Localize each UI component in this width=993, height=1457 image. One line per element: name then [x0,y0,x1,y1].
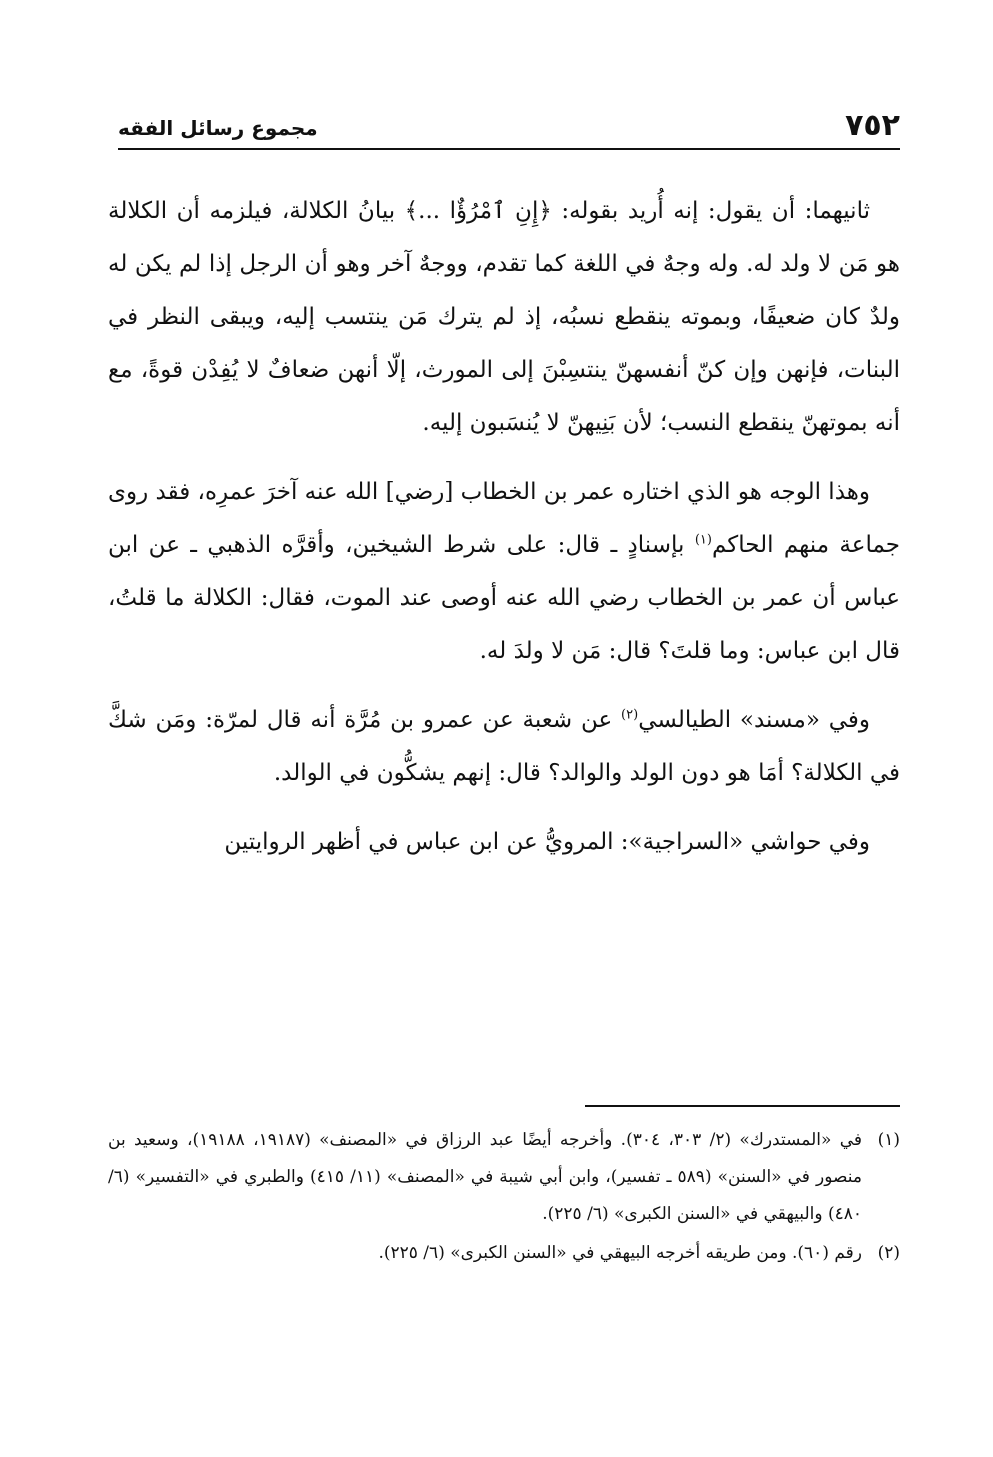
footnote-text: في «المستدرك» (٢/ ٣٠٣، ٣٠٤). وأخرجه أيضًا عبد الرزاق في «المصنف» (١٩١٨٧، ١٩١٨٨)، وسعيد بن منصور في «السنن» (٥٨٩ ـ تفسير)، وابن أبي شيبة في «المصنف» (١١/ ٤١٥) والطبري في «التفسير» (٦/ ٤٨٠) والبيهقي في «السنن الكبرى» (٦/ ٢٢٥). [108,1130,863,1224]
running-header [118,108,900,150]
paragraph-4 [108,816,900,869]
paragraph-text: وفي «مسند» الطيالسي [638,707,870,733]
paragraph-3 [108,694,900,800]
footnote-number: (٢) [877,1243,900,1263]
main-text [108,185,900,885]
paragraph-2 [108,466,900,678]
footnote-number: (١) [877,1130,900,1150]
footnotes [108,1122,900,1274]
paragraph-text: عن شعبة عن عمرو بن مُرَّة أنه قال لمرّة: ومَن شكَّ في الكلالة؟ أمَا هو دون الولد والوالد؟ قال: إنهم يشكُّون في الوالد. [108,707,900,786]
paragraph-text: وهذا الوجه هو الذي اختاره عمر بن الخطاب [رضي] الله عنه آخرَ عمرِه، فقد روى جماعة منهم الحاكم [108,479,900,558]
footnote-text: رقم (٦٠). ومن طريقه أخرجه البيهقي في «السنن الكبرى» (٦/ ٢٢٥). [378,1243,862,1263]
paragraph-1 [108,185,900,450]
paragraph-text: ثانيهما: أن يقول: إنه أُريد بقوله: ﴿إِنِ ٱمْرُؤٌا ...﴾ بيانُ الكلالة، فيلزمه أن الكلالة هو مَن لا ولد له. وله وجهٌ في اللغة كما تقدم، ووجهٌ آخر وهو أن الرجل إذا لم يكن له ولدٌ كان ضعيفًا، وبموته ينقطع نسبُه، إذ لم يترك مَن ينتسب إليه، ويبقى النظر في البنات، فإنهن وإن كنّ أنفسهنّ ينتسِبْنَ إلى المورث، إلّا أنهن ضعافٌ لا يُفِدْن قوةً، مع أنه بموتهنّ ينقطع النسب؛ لأن بَنِيهنّ لا يُنسَبون إليه. [108,198,900,436]
footnote-divider [585,1105,900,1107]
footnote-ref-1[interactable]: (١) [694,532,712,548]
footnote-1 [108,1122,900,1233]
footnote-ref-2[interactable]: (٢) [621,707,639,723]
paragraph-text: وفي حواشي «السراجية»: المرويُّ عن ابن عباس في أظهر الروايتين [224,829,870,855]
book-title: مجموع رسائل الفقه [118,116,318,140]
footnote-2 [108,1235,900,1272]
page-number: ٧٥٢ [845,108,900,143]
paragraph-text: بإسنادٍ ـ قال: على شرط الشيخين، وأقرَّه الذهبي ـ عن ابن عباس أن عمر بن الخطاب رضي الله عنه أوصى عند الموت، فقال: الكلالة ما قلتُ، قال ابن عباس: وما قلتَ؟ قال: مَن لا ولدَ له. [108,532,900,664]
